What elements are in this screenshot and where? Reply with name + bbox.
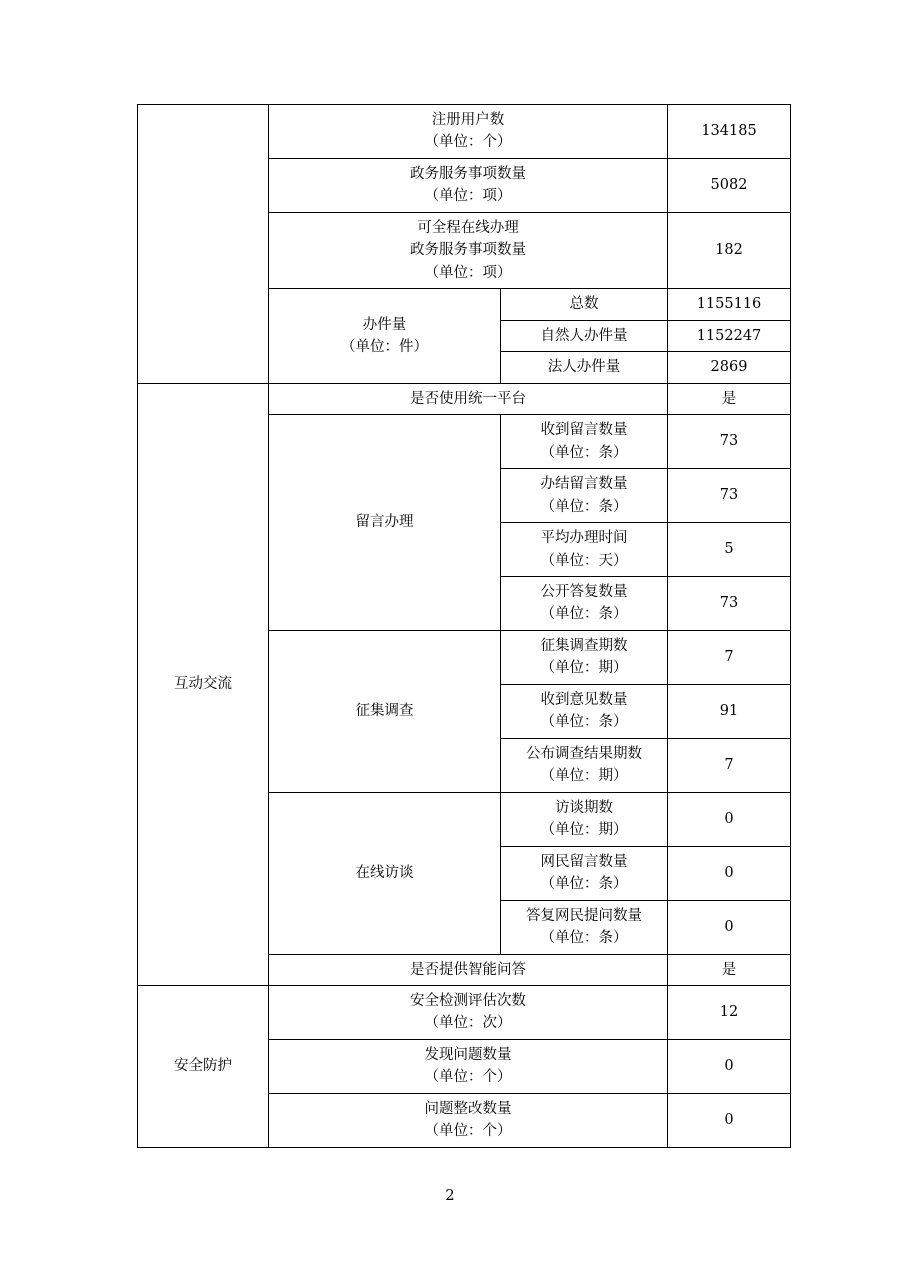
item-label-cell: 安全检测评估次数 （单位：次）	[269, 986, 668, 1040]
item-label-cell: 可全程在线办理 政务服务事项数量 （单位：项）	[269, 212, 668, 288]
item-label-cell: 问题整改数量 （单位：个）	[269, 1093, 668, 1147]
value-cell: 12	[668, 986, 791, 1040]
page-number: 2	[445, 1188, 455, 1204]
value-cell: 2869	[668, 352, 791, 383]
value-cell: 0	[668, 846, 791, 900]
value-cell: 7	[668, 630, 791, 684]
value-cell: 是	[668, 954, 791, 985]
value-cell: 7	[668, 738, 791, 792]
sub-item-label-cell: 公布调查结果期数 （单位：期）	[501, 738, 668, 792]
annual-report-table	[137, 104, 791, 1148]
sub-item-label-cell: 收到留言数量 （单位：条）	[501, 415, 668, 469]
value-cell: 1155116	[668, 289, 791, 320]
sub-item-label-cell: 网民留言数量 （单位：条）	[501, 846, 668, 900]
category-label-cell-interaction: 互动交流	[138, 383, 269, 985]
item-label-cell: 办件量 （单位：件）	[269, 289, 501, 383]
table-row	[138, 986, 791, 1040]
annual-report-table-wrap	[137, 104, 790, 1148]
value-cell: 0	[668, 1093, 791, 1147]
sub-item-label-cell: 征集调查期数 （单位：期）	[501, 630, 668, 684]
value-cell: 5	[668, 523, 791, 577]
sub-item-label-cell: 平均办理时间 （单位：天）	[501, 523, 668, 577]
sub-item-label-cell: 收到意见数量 （单位：条）	[501, 684, 668, 738]
sub-item-label-cell: 自然人办件量	[501, 320, 668, 351]
value-cell: 182	[668, 212, 791, 288]
sub-item-label-cell: 法人办件量	[501, 352, 668, 383]
sub-item-label-cell: 办结留言数量 （单位：条）	[501, 469, 668, 523]
item-label-cell: 注册用户数 （单位：个）	[269, 105, 668, 159]
value-cell: 1152247	[668, 320, 791, 351]
sub-item-label-cell: 答复网民提问数量 （单位：条）	[501, 900, 668, 954]
category-label-cell-security: 安全防护	[138, 986, 269, 1148]
sub-item-label-cell: 总数	[501, 289, 668, 320]
value-cell: 5082	[668, 158, 791, 212]
value-cell: 73	[668, 469, 791, 523]
sub-item-label-cell: 访谈期数 （单位：期）	[501, 792, 668, 846]
item-label-cell: 留言办理	[269, 415, 501, 631]
value-cell: 73	[668, 576, 791, 630]
item-label-cell: 是否使用统一平台	[269, 383, 668, 414]
value-cell: 91	[668, 684, 791, 738]
item-label-cell: 政务服务事项数量 （单位：项）	[269, 158, 668, 212]
category-label-cell-1	[138, 105, 269, 384]
sub-item-label-cell: 公开答复数量 （单位：条）	[501, 576, 668, 630]
item-label-cell: 发现问题数量 （单位：个）	[269, 1039, 668, 1093]
value-cell: 0	[668, 792, 791, 846]
value-cell: 0	[668, 1039, 791, 1093]
item-label-cell: 征集调查	[269, 630, 501, 792]
item-label-cell: 在线访谈	[269, 792, 501, 954]
item-label-cell: 是否提供智能问答	[269, 954, 668, 985]
table-row	[138, 105, 791, 159]
value-cell: 是	[668, 383, 791, 414]
value-cell: 134185	[668, 105, 791, 159]
table-row	[138, 383, 791, 414]
value-cell: 73	[668, 415, 791, 469]
value-cell: 0	[668, 900, 791, 954]
